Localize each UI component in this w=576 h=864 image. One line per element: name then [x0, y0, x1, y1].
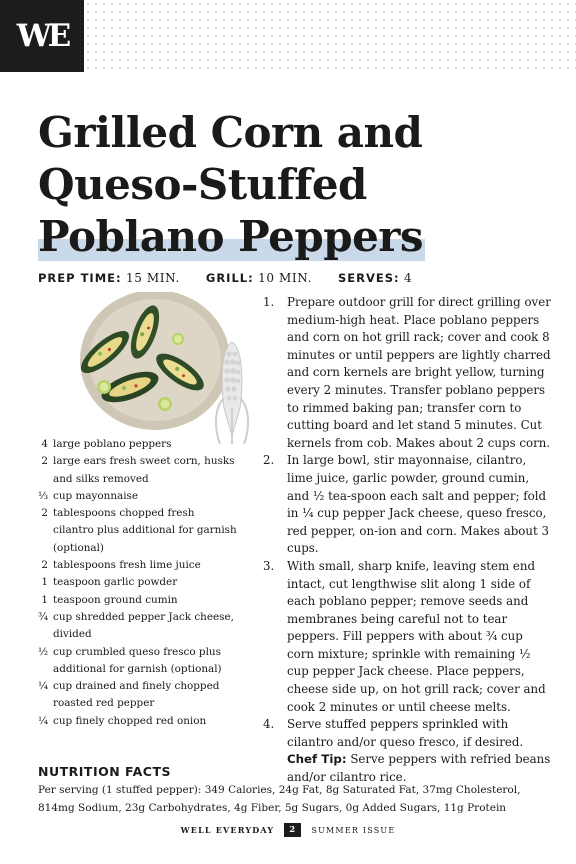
- ingredient-qty: ⅓: [38, 489, 49, 502]
- instruction-step: [263, 558, 553, 716]
- ingredient-item: [38, 609, 238, 644]
- ingredient-qty: 1: [41, 576, 48, 589]
- ingredient-qty: 2: [41, 507, 48, 520]
- instruction-step: [263, 716, 553, 751]
- step-number: 2.: [263, 453, 275, 468]
- serves: [338, 271, 412, 285]
- step-number: 3.: [263, 558, 275, 573]
- prep-value: 15 MIN.: [126, 271, 180, 285]
- ingredient-qty: 2: [41, 559, 48, 572]
- ingredient-text: teaspoon ground cumin: [53, 593, 178, 606]
- ingredient-qty: 2: [41, 455, 48, 468]
- page-number: 2: [284, 823, 301, 837]
- publication-name: WELL EVERYDAY: [180, 825, 275, 835]
- recipe-meta: [38, 271, 412, 285]
- serves-value: 4: [404, 271, 413, 285]
- page-footer: [0, 823, 576, 837]
- ingredient-item: [38, 505, 238, 557]
- logo: [0, 0, 84, 72]
- ingredient-item: [38, 592, 238, 609]
- ingredient-item: [38, 436, 238, 453]
- ingredient-text: cup crumbled queso fresco plus additional for garnish (optional): [53, 645, 222, 675]
- ingredient-qty: ¼: [38, 680, 49, 693]
- ingredient-text: large poblano peppers: [53, 438, 172, 450]
- grill-value: 10 MIN.: [258, 271, 312, 285]
- ingredient-text: cup drained and finely chopped roasted red pepper: [53, 680, 220, 710]
- grill-label: GRILL:: [205, 271, 254, 285]
- title-line-2: Queso-Stuffed: [38, 160, 367, 209]
- ingredient-qty: ½: [38, 645, 49, 658]
- issue-name: SUMMER ISSUE: [311, 825, 396, 835]
- ingredient-item: [38, 574, 238, 591]
- step-number: 4.: [263, 717, 275, 732]
- recipe-title: [38, 107, 558, 263]
- title-line-3: Poblano Peppers: [38, 212, 424, 261]
- nutrition-text: Per serving (1 stuffed pepper): 349 Calories, 24g Fat, 8g Saturated Fat, 37mg Cholesterol, 814mg Sodium, 23g Carbohydrates, 4g Fiber, 5g Sugars, 0g Added Sugars, 11g Protein: [38, 784, 521, 814]
- step-text: With small, sharp knife, leaving stem end intact, cut lengthwise slit along 1 side of each poblano pepper; remove seeds and membranes being careful not to tear peppers. Fill peppers with about ¾ cup corn mixture; sprinkle with remaining ½ cup pepper Jack cheese. Place peppers, cheese side up, on hot grill rack; cover and cook 2 minutes or until cheese melts.: [287, 558, 546, 714]
- ingredient-text: tablespoons chopped fresh cilantro plus additional for garnish (optional): [53, 507, 237, 554]
- title-line-1: Grilled Corn and: [38, 108, 423, 157]
- nutrition-heading: NUTRITION FACTS: [38, 764, 172, 779]
- ingredient-text: cup shredded pepper Jack cheese, divided: [53, 610, 234, 641]
- ingredient-item: [38, 678, 238, 713]
- instructions: [263, 294, 553, 787]
- chef-tip-text: Serve peppers with refried beans and/or cilantro rice.: [287, 752, 551, 785]
- ingredient-list: [38, 436, 238, 730]
- ingredient-text: teaspoon garlic powder: [53, 576, 178, 589]
- ingredient-item: [38, 557, 238, 574]
- ingredient-item: [38, 488, 238, 505]
- step-text: Serve stuffed peppers sprinkled with cilantro and/or queso fresco, if desired.: [287, 717, 524, 749]
- prep-time: [38, 271, 180, 285]
- instruction-step: [263, 452, 553, 558]
- chef-tip-label: Chef Tip:: [287, 752, 347, 767]
- serves-label: SERVES:: [337, 271, 400, 285]
- prep-label: PREP TIME:: [38, 271, 122, 285]
- corn-illustration: [210, 338, 254, 446]
- ingredient-qty: 4: [41, 438, 48, 450]
- logo-text: WE: [16, 18, 68, 54]
- grill-time: [206, 271, 312, 285]
- dot-pattern-band: [84, 0, 576, 72]
- ingredient-item: [38, 644, 238, 679]
- ingredient-text: large ears fresh sweet corn, husks and silks removed: [53, 455, 235, 485]
- step-text: Prepare outdoor grill for direct grilling over medium-high heat. Place poblano peppers and corn on hot grill rack; cover and cook 8 minutes or until peppers are lightly charred and corn kernels are bright yellow, turning every 2 minutes. Transfer poblano peppers to rimmed baking pan; transfer corn to cutting board and let stand 5 minutes. Cut kernels from cob. Makes about 2 cups corn.: [287, 295, 551, 450]
- ingredient-qty: ¼: [38, 714, 49, 727]
- ingredient-qty: 1: [41, 593, 48, 606]
- ingredient-text: tablespoons fresh lime juice: [53, 559, 201, 572]
- ingredient-qty: ¾: [38, 610, 49, 623]
- step-number: 1.: [263, 295, 275, 309]
- ingredient-item: [38, 713, 238, 730]
- ingredient-text: cup finely chopped red onion: [53, 714, 207, 727]
- ingredient-item: [38, 453, 238, 488]
- step-text: In large bowl, stir mayonnaise, cilantro, lime juice, garlic powder, ground cumin, and ½ tea-spoon each salt and pepper; fold in ¼ cup pepper Jack cheese, queso fresco, red pepper, on-ion and corn. Makes about 3 cups.: [287, 453, 549, 556]
- instruction-step: [263, 294, 553, 452]
- ingredient-text: cup mayonnaise: [53, 489, 139, 502]
